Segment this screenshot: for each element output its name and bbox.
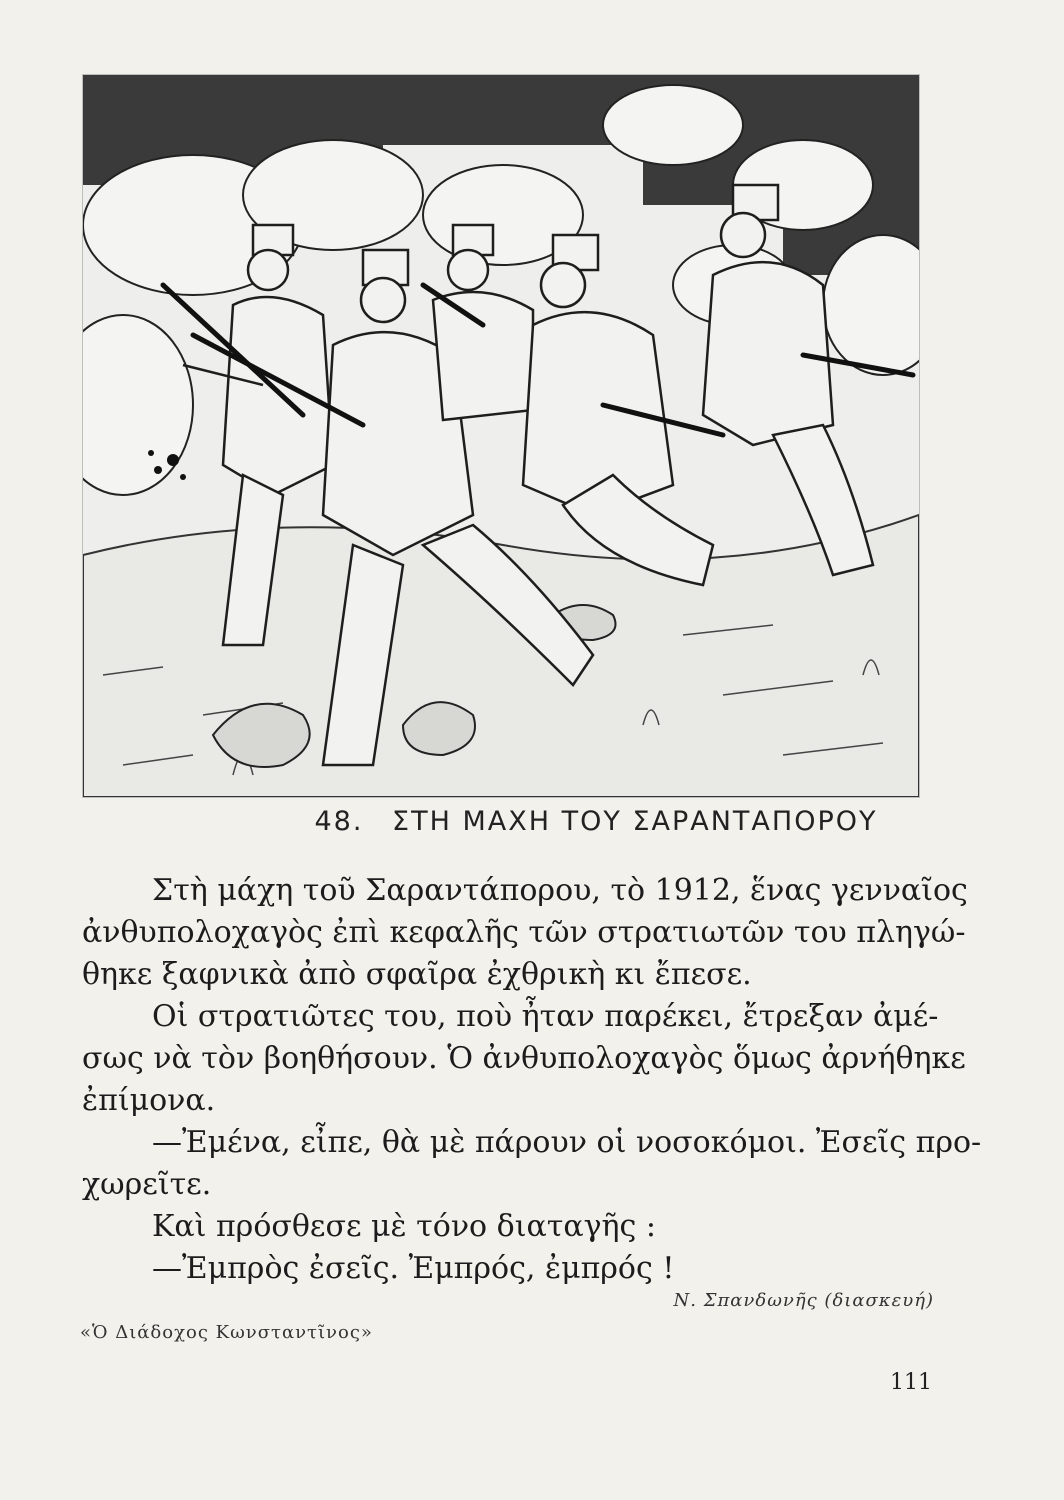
text-line: —Ἐμένα, εἶπε, θὰ μὲ πάρουν οἱ νοσοκόμοι. Ἐσεῖς προ- <box>152 1125 982 1160</box>
author-credit: Ν. Σπανδωνῆς (διασκευή) <box>673 1290 934 1311</box>
paragraph-5 <box>152 1248 932 1290</box>
text-line: —Ἐμπρὸς ἐσεῖς. Ἐμπρός, ἐμπρός ! <box>152 1251 675 1286</box>
text-line: σως νὰ τὸν βοηθήσουν. Ὁ ἀνθυπολοχαγὸς ὅμως ἀρνήθηκε <box>82 1041 966 1076</box>
text-line: θηκε ξαφνικὰ ἀπὸ σφαῖρα ἐχθρικὴ κι ἔπεσε. <box>82 957 752 992</box>
caption-number: 48. <box>314 806 364 837</box>
text-line: Στὴ μάχη τοῦ Σαραντάπορου, τὸ 1912, ἕνας γενναῖος <box>152 873 968 908</box>
figure-caption <box>0 806 1064 837</box>
battle-illustration <box>82 74 920 798</box>
paragraph-3 <box>82 1122 982 1206</box>
story-text <box>82 870 982 1290</box>
text-line: Καὶ πρόσθεσε μὲ τόνο διαταγῆς : <box>152 1209 656 1244</box>
page-number: 111 <box>890 1370 932 1395</box>
text-line: ἀνθυπολοχαγὸς ἐπὶ κεφαλῆς τῶν στρατιωτῶν του πληγώ- <box>82 915 966 950</box>
paragraph-2 <box>82 996 966 1122</box>
soldiers-charging-drawing <box>83 75 919 797</box>
text-line: Οἱ στρατιῶτες του, ποὺ ἦταν παρέκει, ἔτρεξαν ἀμέ- <box>152 999 939 1034</box>
text-line: χωρεῖτε. <box>82 1167 212 1202</box>
source-title: «Ὁ Διάδοχος Κωνσταντῖνος» <box>80 1322 373 1343</box>
paragraph-4 <box>152 1206 932 1248</box>
text-line: ἐπίμονα. <box>82 1083 216 1118</box>
caption-title: ΣΤΗ ΜΑΧΗ ΤΟΥ ΣΑΡΑΝΤΑΠΟΡΟΥ <box>392 806 878 837</box>
paragraph-1 <box>82 870 968 996</box>
